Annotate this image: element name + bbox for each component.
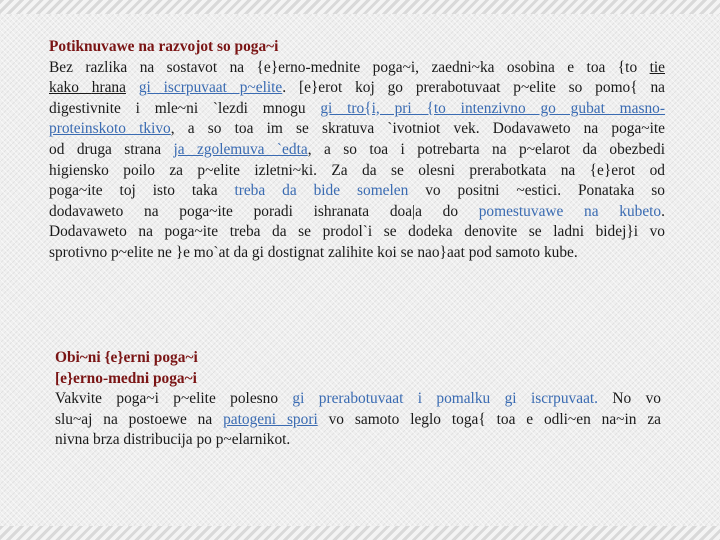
- highlighted-phrase: gi iscrpuvaat p~elite: [138, 79, 283, 97]
- text-line: proteinskoto tkivo, a so toa im se skratuva `ivotniot vek. Dodavaweto na poga~ite: [49, 120, 665, 138]
- text-line: nivna brza distribucija po p~elarnikot.: [55, 431, 291, 449]
- highlighted-phrase: proteinskoto tkivo: [49, 120, 171, 138]
- highlighted-phrase: gi prerabotuvaat i pomalku gi iscrpuvaat.: [292, 390, 599, 408]
- highlighted-phrase: treba da bide somelen: [234, 182, 409, 200]
- text-line: dodavaweto na poga~ite poradi ishranata doa|a do pomestuvawe na kubeto.: [49, 202, 665, 220]
- text-line: poga~ite toj isto taka treba da bide somelen vo positni ~estici. Ponataka so: [49, 182, 665, 200]
- text-line: kako hrana gi iscrpuvaat p~elite. [e}erot koj go prerabotuvaat p~elite so pomo{ na: [49, 79, 665, 97]
- text-line: Bez razlika na sostavot na {e}erno-mednite poga~i, zaedni~ka osobina e toa {to tie: [49, 58, 665, 76]
- heading-plain-sugar-cakes: Obi~ni {e}erni poga~i: [55, 349, 198, 366]
- underlined-phrase: kako: [49, 79, 79, 97]
- text-line: sprotivno p~elite ne }e mo`at da gi dostignat zalihite koi se nao}aat pod samoto kube.: [49, 243, 578, 261]
- text-line: slu~aj na postoewe na patogeni spori vo samoto leglo toga{ toa e odli~en na~in za: [55, 410, 662, 428]
- text-line: digestivnite i mle~ni `lezdi mnogu gi tro{i, pri {to intenzivno go gubat masno-: [49, 99, 665, 117]
- text-line: Dodavaweto na poga~ite treba da se prodol`i se dodeka denovite se ladni bidej}i vo: [49, 223, 665, 241]
- highlighted-phrase: gi tro{i, pri {to intenzivno go gubat masno-: [320, 99, 665, 117]
- underlined-phrase: tie: [649, 58, 665, 76]
- section-title-stimulating-development: Potiknuvawe na razvojot so poga~i: [49, 38, 279, 55]
- text-line: od druga strana ja zgolemuva `edta, a so toa i potrebarta na p~elarot da obezbedi: [49, 140, 665, 158]
- decorative-bottom-edge: [0, 526, 720, 540]
- underlined-phrase: hrana: [91, 79, 126, 97]
- highlighted-phrase: patogeni spori: [223, 410, 318, 428]
- text-line: higiensko poilo za p~elite izletni~ki. Za da se olesni prerabotkata na {e}erot od: [49, 161, 665, 179]
- highlighted-phrase: ja zgolemuva `edta: [173, 140, 308, 158]
- paragraph-stimulating-development: [49, 37, 665, 264]
- text-line: Vakvite poga~i p~elite polesno gi prerabotuvaat i pomalku gi iscrpuvaat. No vo: [55, 390, 661, 408]
- paragraph-cake-types: [55, 348, 661, 451]
- decorative-top-edge: [0, 0, 720, 14]
- highlighted-phrase: pomestuvawe na kubeto: [478, 202, 662, 220]
- heading-sugar-honey-cakes: [e}erno-medni poga~i: [55, 369, 197, 387]
